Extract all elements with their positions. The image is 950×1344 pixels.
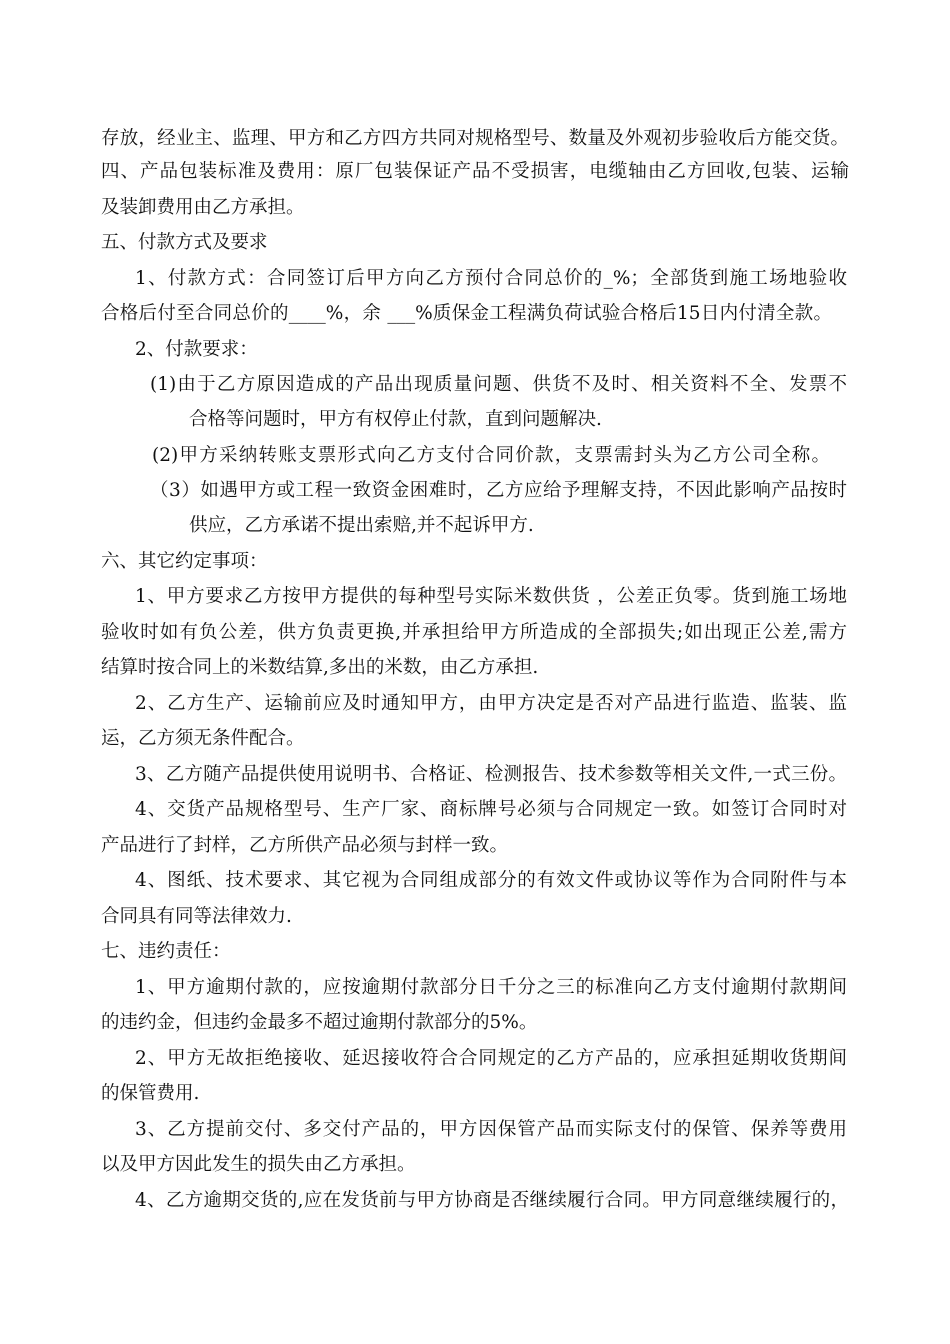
payment-req-1-line-2: 合格等问题时，甲方有权停止付款，直到问题解决. (189, 409, 602, 430)
text-line-3: 及装卸费用由乙方承担。 (101, 197, 305, 218)
section-5-heading: 五、付款方式及要求 (101, 232, 268, 253)
item-7-2-line-1: 2、甲方无故拒绝接收、延迟接收符合合同规定的乙方产品的，应承担延期收货期间 (135, 1048, 847, 1069)
item-7-1-line-1: 1、甲方逾期付款的，应按逾期付款部分日千分之三的标准向乙方支付逾期付款期间 (135, 977, 847, 998)
item-6-1-line-1: 1、甲方要求乙方按甲方提供的每种型号实际米数供货 ，公差正负零。货到施工场地 (135, 586, 847, 607)
section-6-heading: 六、其它约定事项： (101, 551, 268, 572)
item-6-5-line-1: 4、图纸、技术要求、其它视为合同组成部分的有效文件或协议等作为合同附件与本 (135, 870, 847, 891)
payment-method-line-2: 合格后付至合同总价的____%，余 ___%质保金工程满负荷试验合格后15日内付清全款。 (101, 303, 832, 324)
item-7-3-line-2: 以及甲方因此发生的损失由乙方承担。 (101, 1154, 416, 1175)
text-line-1: 存放，经业主、监理、甲方和乙方四方共同对规格型号、数量及外观初步验收后方能交货。 (101, 128, 849, 149)
item-6-5-line-2: 合同具有同等法律效力. (101, 906, 292, 927)
payment-req-1-line-1: (1)由于乙方原因造成的产品出现质量问题、供货不及时、相关资料不全、发票不 (150, 374, 847, 395)
item-7-4-line-1: 4、乙方逾期交货的,应在发货前与甲方协商是否继续履行合同。甲方同意继续履行的， (135, 1190, 849, 1211)
item-6-2-line-2: 运，乙方须无条件配合。 (101, 728, 305, 749)
payment-method-line-1: 1、付款方式：合同签订后甲方向乙方预付合同总价的_%；全部货到施工场地验收 (135, 268, 847, 289)
item-6-1-line-2: 验收时如有负公差，供方负责更换,并承担给甲方所造成的全部损失;如出现正公差,需方 (101, 622, 847, 643)
item-6-2-line-1: 2、乙方生产、运输前应及时通知甲方，由甲方决定是否对产品进行监造、监装、监 (135, 693, 847, 714)
payment-req-3-line-1: （3）如遇甲方或工程一致资金困难时，乙方应给予理解支持，不因此影响产品按时 (150, 480, 847, 501)
item-7-3-line-1: 3、乙方提前交付、多交付产品的，甲方因保管产品而实际支付的保管、保养等费用 (135, 1119, 847, 1140)
item-6-1-line-3: 结算时按合同上的米数结算,多出的米数，由乙方承担. (101, 657, 539, 678)
section-4-heading: 四、产品包装标准及费用：原厂包装保证产品不受损害，电缆轴由乙方回收,包装、运输 (101, 161, 849, 182)
payment-req-3-line-2: 供应，乙方承诺不提出索赔,并不起诉甲方. (189, 515, 534, 536)
payment-req-2: (2)甲方采纳转账支票形式向乙方支付合同价款，支票需封头为乙方公司全称。 (152, 445, 830, 466)
item-6-3: 3、乙方随产品提供使用说明书、合格证、检测报告、技术参数等相关文件,一式三份。 (135, 764, 847, 785)
item-7-1-line-2: 的违约金，但违约金最多不超过逾期付款部分的5%。 (101, 1012, 538, 1033)
payment-requirements-heading: 2、付款要求： (135, 339, 258, 360)
section-7-heading: 七、违约责任： (101, 941, 231, 962)
item-6-4-line-1: 4、交货产品规格型号、生产厂家、商标牌号必须与合同规定一致。如签订合同时对 (135, 799, 847, 820)
item-7-2-line-2: 的保管费用. (101, 1083, 200, 1104)
item-6-4-line-2: 产品进行了封样，乙方所供产品必须与封样一致。 (101, 835, 509, 856)
